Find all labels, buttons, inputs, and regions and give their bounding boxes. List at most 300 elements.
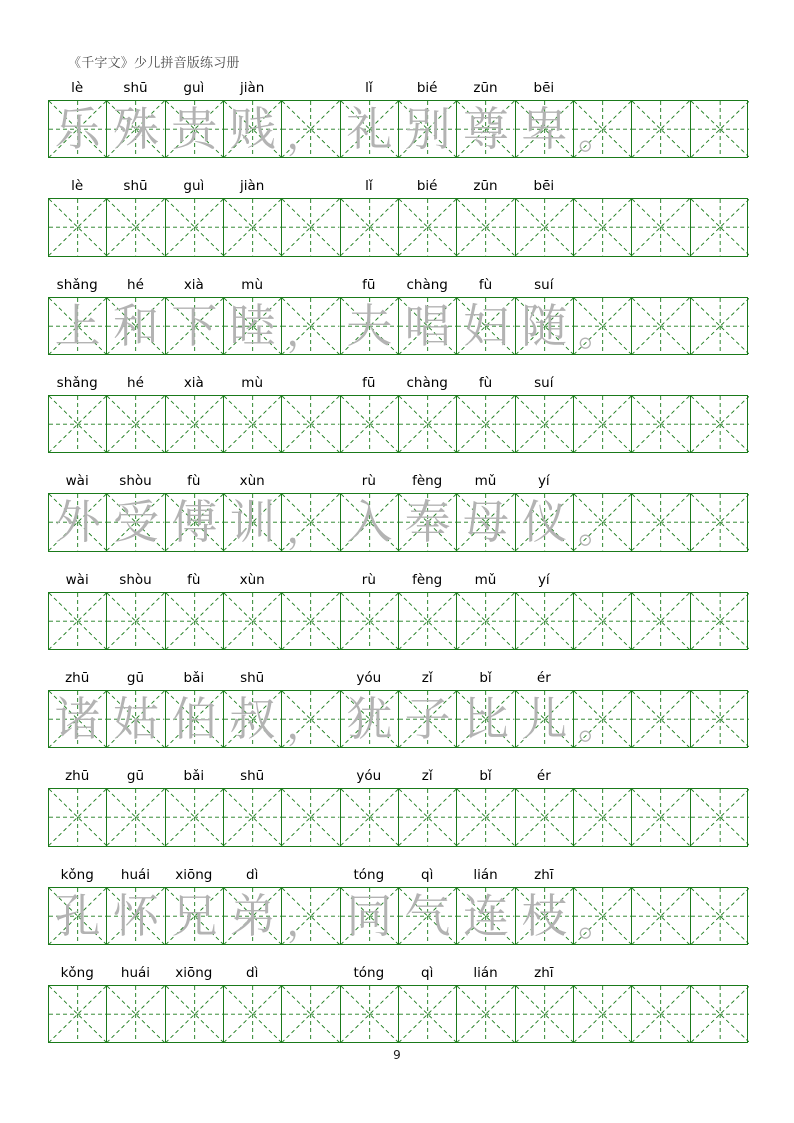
grid-cell[interactable] <box>632 789 690 845</box>
pinyin-label: zhī <box>534 964 554 981</box>
grid-cell[interactable] <box>632 101 690 157</box>
pinyin-label: lián <box>473 866 498 883</box>
traced-character: 尊 <box>462 102 509 157</box>
pinyin-label: xùn <box>239 571 265 588</box>
traced-character: 夫 <box>346 298 393 353</box>
pinyin-row <box>48 963 748 985</box>
pinyin-label: bǐ <box>479 768 492 785</box>
grid-cell[interactable] <box>691 691 749 747</box>
cell-guide-lines <box>282 789 339 845</box>
grid-cell[interactable] <box>691 888 749 944</box>
traced-character: 妇 <box>462 298 509 353</box>
practice-block <box>48 963 748 1043</box>
cell-guide-lines <box>691 593 749 649</box>
pinyin-label: shǎng <box>56 374 98 391</box>
grid-cell[interactable] <box>399 396 457 452</box>
grid-cell[interactable] <box>282 691 340 747</box>
cell-guide-lines <box>632 101 689 157</box>
traced-character: 别 <box>404 102 451 157</box>
grid-cell[interactable] <box>399 888 457 944</box>
traced-character: 仪 <box>521 495 568 550</box>
pinyin-label: ér <box>536 768 551 785</box>
pinyin-row <box>48 176 748 198</box>
pinyin-label: suí <box>534 374 554 391</box>
grid-cell[interactable] <box>166 888 224 944</box>
book-title-header: 《千字文》少儿拼音版练习册 <box>68 56 240 71</box>
grid-cell[interactable] <box>166 101 224 157</box>
pinyin-label: lǐ <box>365 178 373 195</box>
pinyin-label: qì <box>421 866 434 883</box>
grid-cell[interactable] <box>399 494 457 550</box>
grid-cell[interactable] <box>341 298 399 354</box>
traced-character: 。 <box>578 505 618 551</box>
cell-guide-lines <box>49 789 106 845</box>
grid-cell[interactable] <box>457 199 515 255</box>
cell-guide-lines <box>107 593 164 649</box>
pinyin-row <box>48 865 748 887</box>
pinyin-label: bǎi <box>183 669 205 686</box>
traced-character: 气 <box>404 888 451 943</box>
pinyin-label: xiōng <box>175 964 213 981</box>
cell-guide-lines <box>691 789 749 845</box>
cell-guide-lines <box>516 986 573 1042</box>
grid-cell[interactable] <box>224 986 282 1042</box>
grid-cell[interactable] <box>282 593 340 649</box>
pinyin-row <box>48 570 748 592</box>
pinyin-row <box>48 373 748 395</box>
grid-cell[interactable] <box>399 298 457 354</box>
pinyin-label: yí <box>537 473 550 490</box>
traced-character: 礼 <box>346 102 393 157</box>
grid-cell[interactable] <box>399 789 457 845</box>
cell-guide-lines <box>691 396 749 452</box>
grid-cell[interactable] <box>341 396 399 452</box>
cell-guide-lines <box>224 986 281 1042</box>
pinyin-label: xià <box>183 374 204 391</box>
pinyin-row <box>48 275 748 297</box>
traced-character: 。 <box>578 898 618 944</box>
pinyin-label: chàng <box>406 276 448 293</box>
grid-cell[interactable] <box>632 691 690 747</box>
grid-cell[interactable] <box>457 789 515 845</box>
grid-cell[interactable] <box>516 691 574 747</box>
grid-cell[interactable] <box>166 298 224 354</box>
pinyin-label: shū <box>240 669 265 686</box>
grid-cell[interactable] <box>282 986 340 1042</box>
grid-cell[interactable] <box>341 593 399 649</box>
traced-character: 随 <box>521 298 568 353</box>
pinyin-label: shǎng <box>56 276 98 293</box>
grid-cell[interactable] <box>49 888 107 944</box>
pinyin-label: jiàn <box>239 178 265 195</box>
grid-cell[interactable] <box>632 494 690 550</box>
pinyin-label: xùn <box>239 473 265 490</box>
traced-character: 乐 <box>54 102 101 157</box>
grid-cell[interactable] <box>107 691 165 747</box>
cell-guide-lines <box>49 396 106 452</box>
grid-cell[interactable] <box>49 396 107 452</box>
cell-guide-lines <box>49 986 106 1042</box>
traced-character: 上 <box>54 298 101 353</box>
traced-character: 子 <box>404 692 451 747</box>
cell-guide-lines <box>49 593 106 649</box>
cell-guide-lines <box>516 593 573 649</box>
grid-cell[interactable] <box>691 101 749 157</box>
traced-character: 姑 <box>112 692 159 747</box>
character-grid-row <box>48 690 748 748</box>
grid-cell[interactable] <box>107 101 165 157</box>
pinyin-label: shòu <box>119 571 152 588</box>
grid-cell[interactable] <box>107 494 165 550</box>
traced-character: 奉 <box>404 495 451 550</box>
grid-cell[interactable] <box>632 199 690 255</box>
cell-guide-lines <box>166 986 223 1042</box>
pinyin-label: lǐ <box>365 80 373 96</box>
grid-cell[interactable] <box>691 986 749 1042</box>
pinyin-label: bēi <box>533 178 555 195</box>
pinyin-label: gū <box>126 768 145 785</box>
grid-cell[interactable] <box>457 494 515 550</box>
pinyin-label: hé <box>127 374 144 391</box>
grid-cell[interactable] <box>224 101 282 157</box>
traced-character: 犹 <box>346 692 393 747</box>
grid-cell[interactable] <box>691 593 749 649</box>
pinyin-label: fù <box>478 374 493 391</box>
pinyin-label: shū <box>240 768 265 785</box>
pinyin-label: wài <box>65 473 89 490</box>
practice-block <box>48 865 748 945</box>
grid-cell[interactable] <box>166 691 224 747</box>
grid-cell[interactable] <box>224 888 282 944</box>
grid-cell[interactable] <box>49 298 107 354</box>
traced-character: 母 <box>462 495 509 550</box>
pinyin-label: rù <box>361 473 376 490</box>
cell-guide-lines <box>341 789 398 845</box>
pinyin-label: bēi <box>533 80 555 96</box>
character-grid-row <box>48 395 748 453</box>
grid-cell[interactable] <box>107 789 165 845</box>
practice-block <box>48 766 748 846</box>
grid-cell[interactable] <box>49 691 107 747</box>
pinyin-row <box>48 668 748 690</box>
cell-guide-lines <box>399 593 456 649</box>
traced-character: 贱 <box>229 102 276 157</box>
traced-character: 下 <box>171 298 218 353</box>
grid-cell[interactable] <box>49 199 107 255</box>
pinyin-label: dì <box>246 866 259 883</box>
grid-cell[interactable] <box>166 789 224 845</box>
practice-block <box>48 78 748 158</box>
grid-cell[interactable] <box>691 789 749 845</box>
grid-cell[interactable] <box>516 396 574 452</box>
grid-cell[interactable] <box>166 396 224 452</box>
pinyin-label: lè <box>71 178 84 195</box>
grid-cell[interactable] <box>282 101 340 157</box>
grid-cell[interactable] <box>224 298 282 354</box>
cell-guide-lines <box>282 199 339 255</box>
grid-cell[interactable] <box>224 691 282 747</box>
pinyin-label: fū <box>362 374 376 391</box>
grid-cell[interactable] <box>49 789 107 845</box>
character-grid-row <box>48 297 748 355</box>
pinyin-label: tóng <box>353 964 385 981</box>
grid-cell[interactable] <box>341 888 399 944</box>
pinyin-label: huái <box>120 964 151 981</box>
traced-character: 连 <box>462 888 509 943</box>
pinyin-label: mù <box>241 276 264 293</box>
grid-cell[interactable] <box>691 298 749 354</box>
grid-cell[interactable] <box>341 494 399 550</box>
grid-cell[interactable] <box>282 396 340 452</box>
grid-cell[interactable] <box>574 494 632 550</box>
pinyin-label: zūn <box>473 80 498 96</box>
cell-guide-lines <box>632 494 689 550</box>
pinyin-label: bié <box>416 80 438 96</box>
traced-character: 受 <box>112 495 159 550</box>
cell-guide-lines <box>399 789 456 845</box>
cell-guide-lines <box>457 986 514 1042</box>
grid-cell[interactable] <box>457 593 515 649</box>
grid-cell[interactable] <box>516 888 574 944</box>
grid-cell[interactable] <box>574 691 632 747</box>
cell-guide-lines <box>399 986 456 1042</box>
grid-cell[interactable] <box>107 298 165 354</box>
grid-cell[interactable] <box>457 888 515 944</box>
grid-cell[interactable] <box>399 986 457 1042</box>
grid-cell[interactable] <box>49 494 107 550</box>
traced-character: 睦 <box>229 298 276 353</box>
pinyin-label: shòu <box>119 473 152 490</box>
cell-guide-lines <box>516 789 573 845</box>
grid-cell[interactable] <box>107 199 165 255</box>
grid-cell[interactable] <box>574 986 632 1042</box>
grid-cell[interactable] <box>341 101 399 157</box>
pinyin-label: bié <box>416 178 438 195</box>
grid-cell[interactable] <box>457 396 515 452</box>
pinyin-label: mù <box>241 374 264 391</box>
traced-character: ， <box>286 702 327 748</box>
grid-cell[interactable] <box>516 593 574 649</box>
grid-cell[interactable] <box>166 986 224 1042</box>
grid-cell[interactable] <box>166 494 224 550</box>
grid-cell[interactable] <box>574 593 632 649</box>
pinyin-label: shū <box>123 178 148 195</box>
traced-character: 同 <box>346 888 393 943</box>
grid-cell[interactable] <box>399 593 457 649</box>
grid-cell[interactable] <box>516 789 574 845</box>
grid-cell[interactable] <box>166 199 224 255</box>
grid-cell[interactable] <box>224 396 282 452</box>
grid-cell[interactable] <box>457 691 515 747</box>
character-grid-row <box>48 788 748 846</box>
page-number: 9 <box>393 1048 401 1062</box>
pinyin-label: chàng <box>406 374 448 391</box>
grid-cell[interactable] <box>691 494 749 550</box>
practice-sheet <box>48 78 748 1061</box>
grid-cell[interactable] <box>282 789 340 845</box>
cell-guide-lines <box>341 593 398 649</box>
cell-guide-lines <box>516 396 573 452</box>
cell-guide-lines <box>282 396 339 452</box>
traced-character: ， <box>286 112 327 158</box>
grid-cell[interactable] <box>224 593 282 649</box>
grid-cell[interactable] <box>632 396 690 452</box>
grid-cell[interactable] <box>632 593 690 649</box>
pinyin-label: zǐ <box>421 768 433 785</box>
grid-cell[interactable] <box>574 888 632 944</box>
pinyin-label: ér <box>536 669 551 686</box>
character-grid-row <box>48 198 748 256</box>
grid-cell[interactable] <box>457 986 515 1042</box>
grid-cell[interactable] <box>224 789 282 845</box>
pinyin-label: qì <box>421 964 434 981</box>
grid-cell[interactable] <box>341 986 399 1042</box>
pinyin-label: dì <box>246 964 259 981</box>
cell-guide-lines <box>516 199 573 255</box>
cell-guide-lines <box>632 888 689 944</box>
grid-cell[interactable] <box>574 199 632 255</box>
grid-cell[interactable] <box>107 986 165 1042</box>
grid-cell[interactable] <box>341 789 399 845</box>
cell-guide-lines <box>282 986 339 1042</box>
pinyin-label: lián <box>473 964 498 981</box>
traced-character: 贵 <box>171 102 218 157</box>
pinyin-label: guì <box>183 80 205 96</box>
cell-guide-lines <box>341 396 398 452</box>
grid-cell[interactable] <box>107 593 165 649</box>
grid-cell[interactable] <box>574 101 632 157</box>
cell-guide-lines <box>691 888 749 944</box>
grid-cell[interactable] <box>516 199 574 255</box>
grid-cell[interactable] <box>107 396 165 452</box>
grid-cell[interactable] <box>282 888 340 944</box>
cell-guide-lines <box>574 199 631 255</box>
traced-character: 。 <box>578 112 618 158</box>
traced-character: 诸 <box>54 692 101 747</box>
grid-cell[interactable] <box>282 298 340 354</box>
traced-character: 儿 <box>521 692 568 747</box>
practice-block <box>48 176 748 256</box>
grid-cell[interactable] <box>341 691 399 747</box>
pinyin-label: yí <box>537 571 550 588</box>
pinyin-row <box>48 78 748 100</box>
cell-guide-lines <box>166 789 223 845</box>
pinyin-label: yóu <box>356 669 382 686</box>
pinyin-label: zǐ <box>421 669 433 686</box>
cell-guide-lines <box>399 199 456 255</box>
cell-guide-lines <box>107 789 164 845</box>
cell-guide-lines <box>574 789 631 845</box>
grid-cell[interactable] <box>691 396 749 452</box>
grid-cell[interactable] <box>399 101 457 157</box>
traced-character: 卑 <box>521 102 568 157</box>
traced-character: 和 <box>112 298 159 353</box>
grid-cell[interactable] <box>691 199 749 255</box>
grid-cell[interactable] <box>516 494 574 550</box>
practice-block <box>48 668 748 748</box>
grid-cell[interactable] <box>632 888 690 944</box>
grid-cell[interactable] <box>282 494 340 550</box>
pinyin-label: mǔ <box>474 571 497 588</box>
grid-cell[interactable] <box>224 494 282 550</box>
grid-cell[interactable] <box>399 691 457 747</box>
grid-cell[interactable] <box>574 298 632 354</box>
pinyin-label: lè <box>71 80 84 96</box>
pinyin-label: jiàn <box>239 80 265 96</box>
traced-character: ， <box>286 308 327 354</box>
cell-guide-lines <box>691 691 749 747</box>
pinyin-label: kǒng <box>60 964 94 981</box>
cell-guide-lines <box>399 396 456 452</box>
pinyin-label: gū <box>126 669 145 686</box>
grid-cell[interactable] <box>632 298 690 354</box>
grid-cell[interactable] <box>457 101 515 157</box>
grid-cell[interactable] <box>632 986 690 1042</box>
pinyin-label: fù <box>478 276 493 293</box>
grid-cell[interactable] <box>516 101 574 157</box>
traced-character: 训 <box>229 495 276 550</box>
pinyin-label: tóng <box>353 866 385 883</box>
cell-guide-lines <box>691 986 749 1042</box>
pinyin-label: yóu <box>356 768 382 785</box>
character-grid-row <box>48 887 748 945</box>
grid-cell[interactable] <box>516 986 574 1042</box>
cell-guide-lines <box>224 199 281 255</box>
practice-block <box>48 275 748 355</box>
grid-cell[interactable] <box>457 298 515 354</box>
grid-cell[interactable] <box>107 888 165 944</box>
character-grid-row <box>48 592 748 650</box>
grid-cell[interactable] <box>341 199 399 255</box>
traced-character: 叔 <box>229 692 276 747</box>
grid-cell[interactable] <box>49 593 107 649</box>
traced-character: 孔 <box>54 888 101 943</box>
traced-character: 唱 <box>404 298 451 353</box>
cell-guide-lines <box>457 789 514 845</box>
cell-guide-lines <box>632 789 689 845</box>
cell-guide-lines <box>282 593 339 649</box>
cell-guide-lines <box>574 396 631 452</box>
cell-guide-lines <box>457 199 514 255</box>
pinyin-label: hé <box>127 276 144 293</box>
grid-cell[interactable] <box>224 199 282 255</box>
cell-guide-lines <box>691 101 749 157</box>
grid-cell[interactable] <box>166 593 224 649</box>
grid-cell[interactable] <box>399 199 457 255</box>
traced-character: ， <box>286 505 327 551</box>
traced-character: 。 <box>578 308 618 354</box>
pinyin-label: fèng <box>412 473 443 490</box>
cell-guide-lines <box>632 298 689 354</box>
pinyin-label: suí <box>534 276 554 293</box>
grid-cell[interactable] <box>49 986 107 1042</box>
grid-cell[interactable] <box>282 199 340 255</box>
grid-cell[interactable] <box>49 101 107 157</box>
traced-character: 枝 <box>521 888 568 943</box>
pinyin-label: zūn <box>473 178 498 195</box>
grid-cell[interactable] <box>574 396 632 452</box>
cell-guide-lines <box>224 396 281 452</box>
cell-guide-lines <box>107 396 164 452</box>
grid-cell[interactable] <box>516 298 574 354</box>
character-grid-row <box>48 100 748 158</box>
grid-cell[interactable] <box>574 789 632 845</box>
cell-guide-lines <box>166 396 223 452</box>
cell-guide-lines <box>224 789 281 845</box>
cell-guide-lines <box>457 396 514 452</box>
traced-character: 比 <box>462 692 509 747</box>
pinyin-label: zhī <box>534 866 554 883</box>
